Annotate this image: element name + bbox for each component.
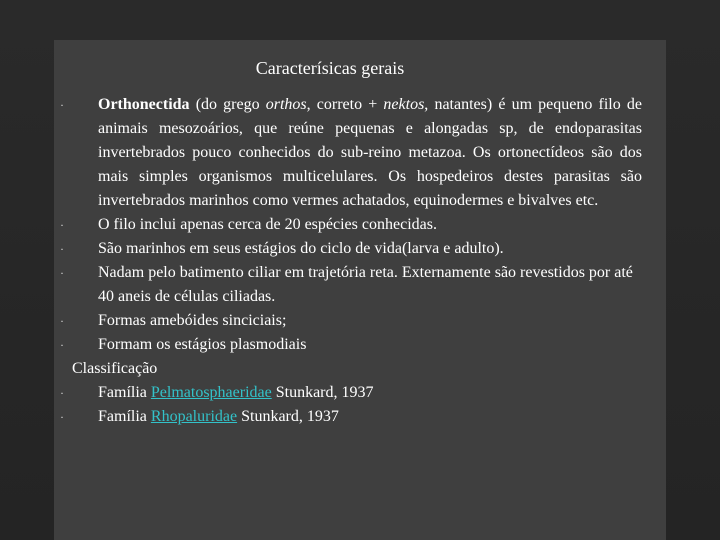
list-item-text: Nadam pelo batimento ciliar em trajetória reta. Externamente são revestidos por até 40 aneis de células ciliadas. <box>98 264 633 305</box>
term-nektos: nektos <box>383 96 425 113</box>
family-author: Stunkard, 1937 <box>271 384 374 401</box>
family-item-pelmatosphaeridae <box>60 381 642 405</box>
bullet-icon: · <box>60 314 64 328</box>
bullet-icon: · <box>60 98 64 112</box>
bullet-icon: · <box>60 410 64 424</box>
list-item-text: São marinhos em seus estágios do ciclo de vida(larva e adulto). <box>98 240 504 257</box>
slide-title: Caracterísicas gerais <box>255 58 405 78</box>
list-item-orthonectida <box>60 93 642 213</box>
list-item-text: Formas amebóides sinciciais; <box>98 312 287 329</box>
list-item <box>60 309 642 333</box>
list-item <box>60 333 642 357</box>
text-fragment: , correto + <box>306 96 384 113</box>
bullet-icon: · <box>60 242 64 256</box>
bullet-icon: · <box>60 338 64 352</box>
family-link-pelmatosphaeridae[interactable]: Pelmatosphaeridae <box>150 384 272 401</box>
family-author: Stunkard, 1937 <box>237 408 339 425</box>
list-item <box>60 213 642 237</box>
slide-body <box>60 93 642 429</box>
family-item-rhopaluridae <box>60 405 642 429</box>
list-item <box>60 261 642 309</box>
text-fragment: , natantes) é um pequeno filo de animais mesozoários, que reúne pequenas e alongadas sp, de endoparasitas invertebrados pouco conhecidos do sub-reino metazoa. Os ortonectídeos são dos mais simples organismos multicelulares. Os hospedeiros destes parasitas são invertebrados marinhos como vermes achatados, equinodermes e bivalves etc. <box>98 96 642 209</box>
list-item <box>60 237 642 261</box>
text-fragment: (do grego <box>189 96 266 113</box>
family-prefix: Família <box>98 408 151 425</box>
bullet-icon: · <box>60 218 64 232</box>
family-prefix: Família <box>98 384 151 401</box>
classification-heading: Classificação <box>72 360 158 377</box>
bullet-icon: · <box>60 386 64 400</box>
list-item-text: O filo inclui apenas cerca de 20 espécies conhecidas. <box>98 216 437 233</box>
term-orthos: orthos <box>265 96 307 113</box>
term-orthonectida: Orthonectida <box>98 96 190 113</box>
family-link-rhopaluridae[interactable]: Rhopaluridae <box>150 408 238 425</box>
list-item-text: Formam os estágios plasmodiais <box>98 336 307 353</box>
bullet-icon: · <box>60 266 64 280</box>
